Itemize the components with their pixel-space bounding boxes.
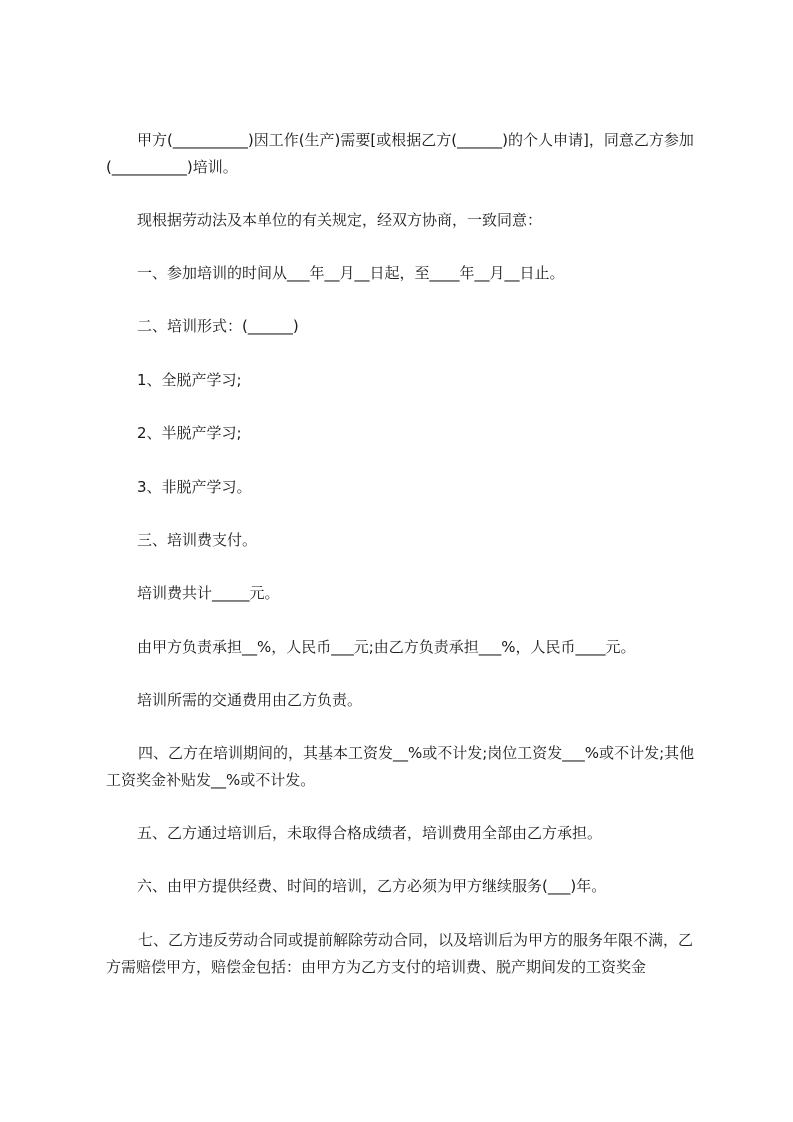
paragraph-salary: 四、乙方在培训期间的，其基本工资发__%或不计发;岗位工资发___%或不计发;其他工资奖金补贴发__%或不计发。 [106,744,695,789]
paragraph-fee-split: 由甲方负责承担__%，人民币___元;由乙方负责承担___%，人民币____元。 [137,638,636,656]
paragraph-fee-payment: 三、培训费支付。 [137,531,258,549]
paragraph-training-period: 一、参加培训的时间从___年__月__日起，至____年__月__日止。 [137,264,565,282]
paragraph-training-form: 二、培训形式：(______) [137,317,299,335]
paragraph-form-option-3: 3、非脱产学习。 [137,478,252,496]
paragraph-failed-training: 五、乙方通过培训后，未取得合格成绩者，培训费用全部由乙方承担。 [137,824,603,842]
paragraph-consent: 甲方(__________)因工作(生产)需要[或根据乙方(______)的个人申请]，同意乙方参加(__________)培训。 [106,131,694,176]
paragraph-form-option-2: 2、半脱产学习; [137,424,242,442]
paragraph-fee-total: 培训费共计_____元。 [137,584,280,602]
paragraph-compensation: 七、乙方违反劳动合同或提前解除劳动合同，以及培训后为甲方的服务年限不满，乙方需赔偿甲方，赔偿金包括：由甲方为乙方支付的培训费、脱产期间发的工资奖金 [106,931,694,976]
paragraph-travel-cost: 培训所需的交通费用由乙方负责。 [137,691,363,709]
paragraph-form-option-1: 1、全脱产学习; [137,371,242,389]
paragraph-service-term: 六、由甲方提供经费、时间的培训，乙方必须为甲方继续服务(___)年。 [137,877,607,895]
paragraph-agreement-intro: 现根据劳动法及本单位的有关规定，经双方协商，一致同意： [137,211,543,229]
